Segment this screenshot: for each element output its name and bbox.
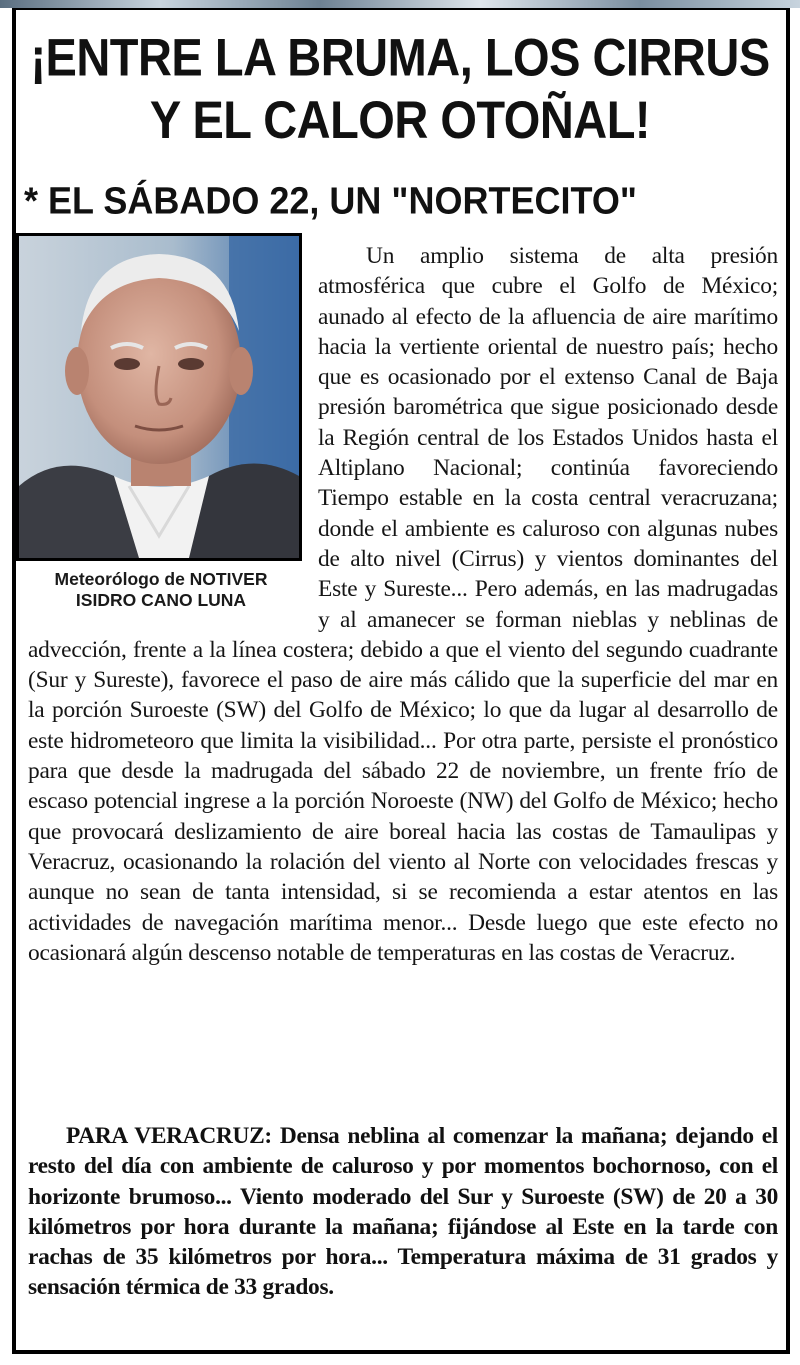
article-body: [28, 241, 778, 968]
subheadline: * EL SÁBADO 22, UN "NORTECITO": [24, 179, 637, 223]
photo-wrap-spacer: [28, 241, 318, 633]
caption-role: Meteorólogo de NOTIVER: [54, 569, 268, 589]
top-decorative-strip: [0, 0, 800, 8]
headline: ¡ENTRE LA BRUMA, LOS CIRRUS Y EL CALOR OTOÑAL!: [30, 27, 770, 150]
article-paragraph: Un amplio sistema de alta presión atmosférica que cubre el Golfo de México; aunado al efecto de la afluencia de aire marítimo hacia la vertiente oriental de nuestro país; hecho que es ocasionado por el extenso Canal de Baja presión barométrica que sigue posicionado desde la Región central de los Estados Unidos hasta el Altiplano Nacional; continúa favoreciendo Tiempo estable en la costa central veracruzana; donde el ambiente es caluroso con algunas nubes de alto nivel (Cirrus) y vientos dominantes del Este y Sureste... Pero además, en las madrugadas y al amanecer se forman nieblas y neblinas de advección, frente a la línea costera; debido a que el viento del segundo cuadrante (Sur y Sureste), favorece el paso de aire más cálido que la superficie del mar en la porción Suroeste (SW) del Golfo de México; lo que da lugar al desarrollo de este hidrometeoro que limita la visibilidad... Por otra parte, persiste el pronóstico para que desde la madrugada del sábado 22 de noviembre, un frente frío de escaso potencial ingrese a la porción Noroeste (NW) del Golfo de México; hecho que provocará deslizamiento de aire boreal hacia las costas de Tamaulipas y Veracruz, ocasionando la rolación del viento al Norte con velocidades frescas y aunque no sean de tanta intensidad, si se recomienda a estar atentos en las actividades de navegación marítima menor... Desde luego que este efecto no ocasionará algún descenso notable de temperaturas en las costas de Veracruz.: [28, 243, 778, 966]
veracruz-forecast: PARA VERACRUZ: Densa neblina al comenzar la mañana; dejando el resto del día con ambiente de caluroso y por momentos bochornoso, con el horizonte brumoso... Viento moderado del Sur y Suroeste (SW) de 20 a 30 kilómetros por hora durante la mañana; fijándose al Este en la tarde con rachas de 35 kilómetros por hora... Temperatura máxima de 31 grados y sensación térmica de 33 grados.: [28, 1123, 778, 1301]
caption-name: ISIDRO CANO LUNA: [75, 590, 247, 610]
